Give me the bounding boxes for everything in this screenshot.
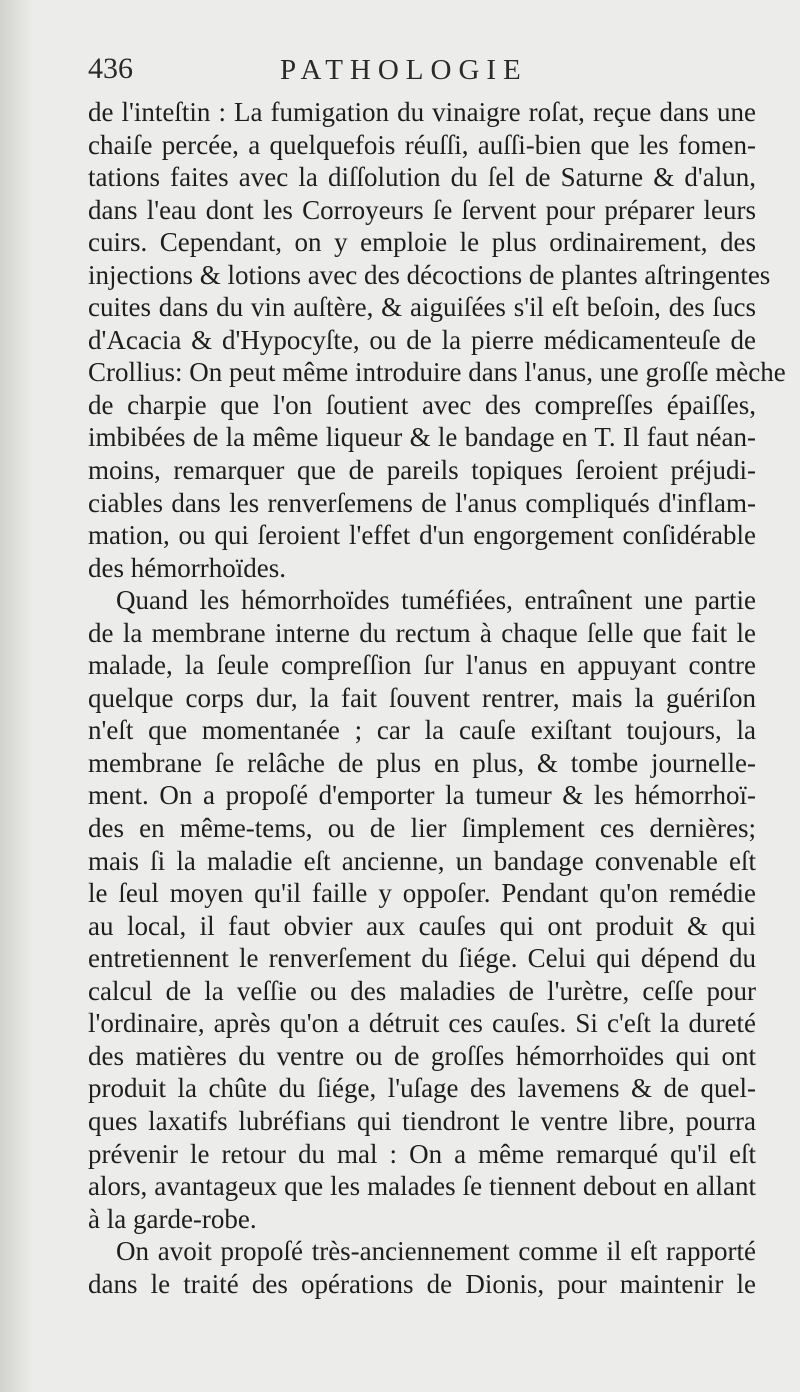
text-line: injections & lotions avec des décoctions de plantes aſtringentes [88,259,771,290]
paragraph-first-line: Quand les hémorrhoïdes tuméfiées, entraînent une partie [116,585,756,616]
text-line: quelque corps dur, la fait ſouvent rentrer, mais la guériſon [88,682,756,713]
text-line: des matières du ventre ou de groſſes hémorrhoïdes qui ont [88,1040,756,1071]
body-text [88,96,786,1300]
text-line: tations faites avec la diſſolution du ſel de Saturne & d'alun, [88,162,756,193]
page-number: 436 [88,52,133,85]
text-line: imbibées de la même liqueur & le bandage en T. Il faut néan- [88,422,756,453]
text-line: produit la chûte du ſiége, l'uſage des lavemens & de quel- [88,1073,756,1104]
text-line: l'ordinaire, après qu'on a détruit ces cauſes. Si c'eſt la dureté [88,1008,756,1039]
text-line: dans l'eau dont les Corroyeurs ſe ſervent pour préparer leurs [88,194,756,225]
paragraph-first-line: On avoit propoſé très-anciennement comme il eſt rapporté [116,1236,756,1267]
text-line: des en même-tems, ou de lier ſimplement ces dernières; [88,813,756,844]
text-line: ciables dans les renverſemens de l'anus compliqués d'inflam- [88,487,756,518]
text-line: entretiennent le renverſement du ſiége. Celui qui dépend du [88,943,756,974]
text-line: mais ſi la maladie eſt ancienne, un bandage convenable eſt [88,845,756,876]
text-line: dans le traité des opérations de Dionis, pour maintenir le [88,1268,756,1299]
text-line: au local, il faut obvier aux cauſes qui ont produit & qui [88,910,756,941]
running-title: PATHOLOGIE [280,54,528,86]
text-line: Crollius: On peut même introduire dans l'anus, une groſſe mèche [88,357,786,388]
text-line: membrane ſe relâche de plus en plus, & tombe journelle- [88,747,756,778]
text-line: mation, ou qui ſeroient l'effet d'un engorgement conſidérable [88,520,756,551]
text-line: chaiſe percée, a quelquefois réuſſi, auſſi-bien que les fomen- [88,129,756,160]
text-line: de charpie que l'on ſoutient avec des compreſſes épaiſſes, [88,389,756,420]
text-line: de la membrane interne du rectum à chaque ſelle que fait le [88,617,756,648]
text-line: à la garde-robe. [88,1203,257,1234]
text-line: prévenir le retour du mal : On a même remarqué qu'il eſt [88,1138,756,1169]
text-line: de l'inteſtin : La fumigation du vinaigre roſat, reçue dans une [88,97,756,127]
page-gutter-shadow [0,0,34,1392]
text-line: cuirs. Cependant, on y emploie le plus ordinairement, des [88,227,756,258]
text-line: le ſeul moyen qu'il faille y oppoſer. Pendant qu'on remédie [88,878,756,909]
text-line: alors, avantageux que les malades ſe tiennent debout en allant [88,1171,756,1202]
text-line: n'eſt que momentanée ; car la cauſe exiſtant toujours, la [88,715,756,746]
text-line: des hémorrhoïdes. [88,552,286,583]
text-line: cuites dans du vin auſtère, & aiguiſées s'il eſt beſoin, des ſucs [88,292,756,323]
text-line: d'Acacia & d'Hypocyſte, ou de la pierre médicamenteuſe de [88,324,756,355]
text-line: ques laxatifs lubréfians qui tiendront le ventre libre, pourra [88,1105,756,1136]
text-line: ment. On a propoſé d'emporter la tumeur & les hémorrhoï- [88,780,756,811]
text-line: malade, la ſeule compreſſion ſur l'anus en appuyant contre [88,650,756,681]
text-line: calcul de la veſſie ou des maladies de l'urètre, ceſſe pour [88,975,756,1006]
text-line: moins, remarquer que de pareils topiques ſeroient préjudi- [88,455,756,486]
